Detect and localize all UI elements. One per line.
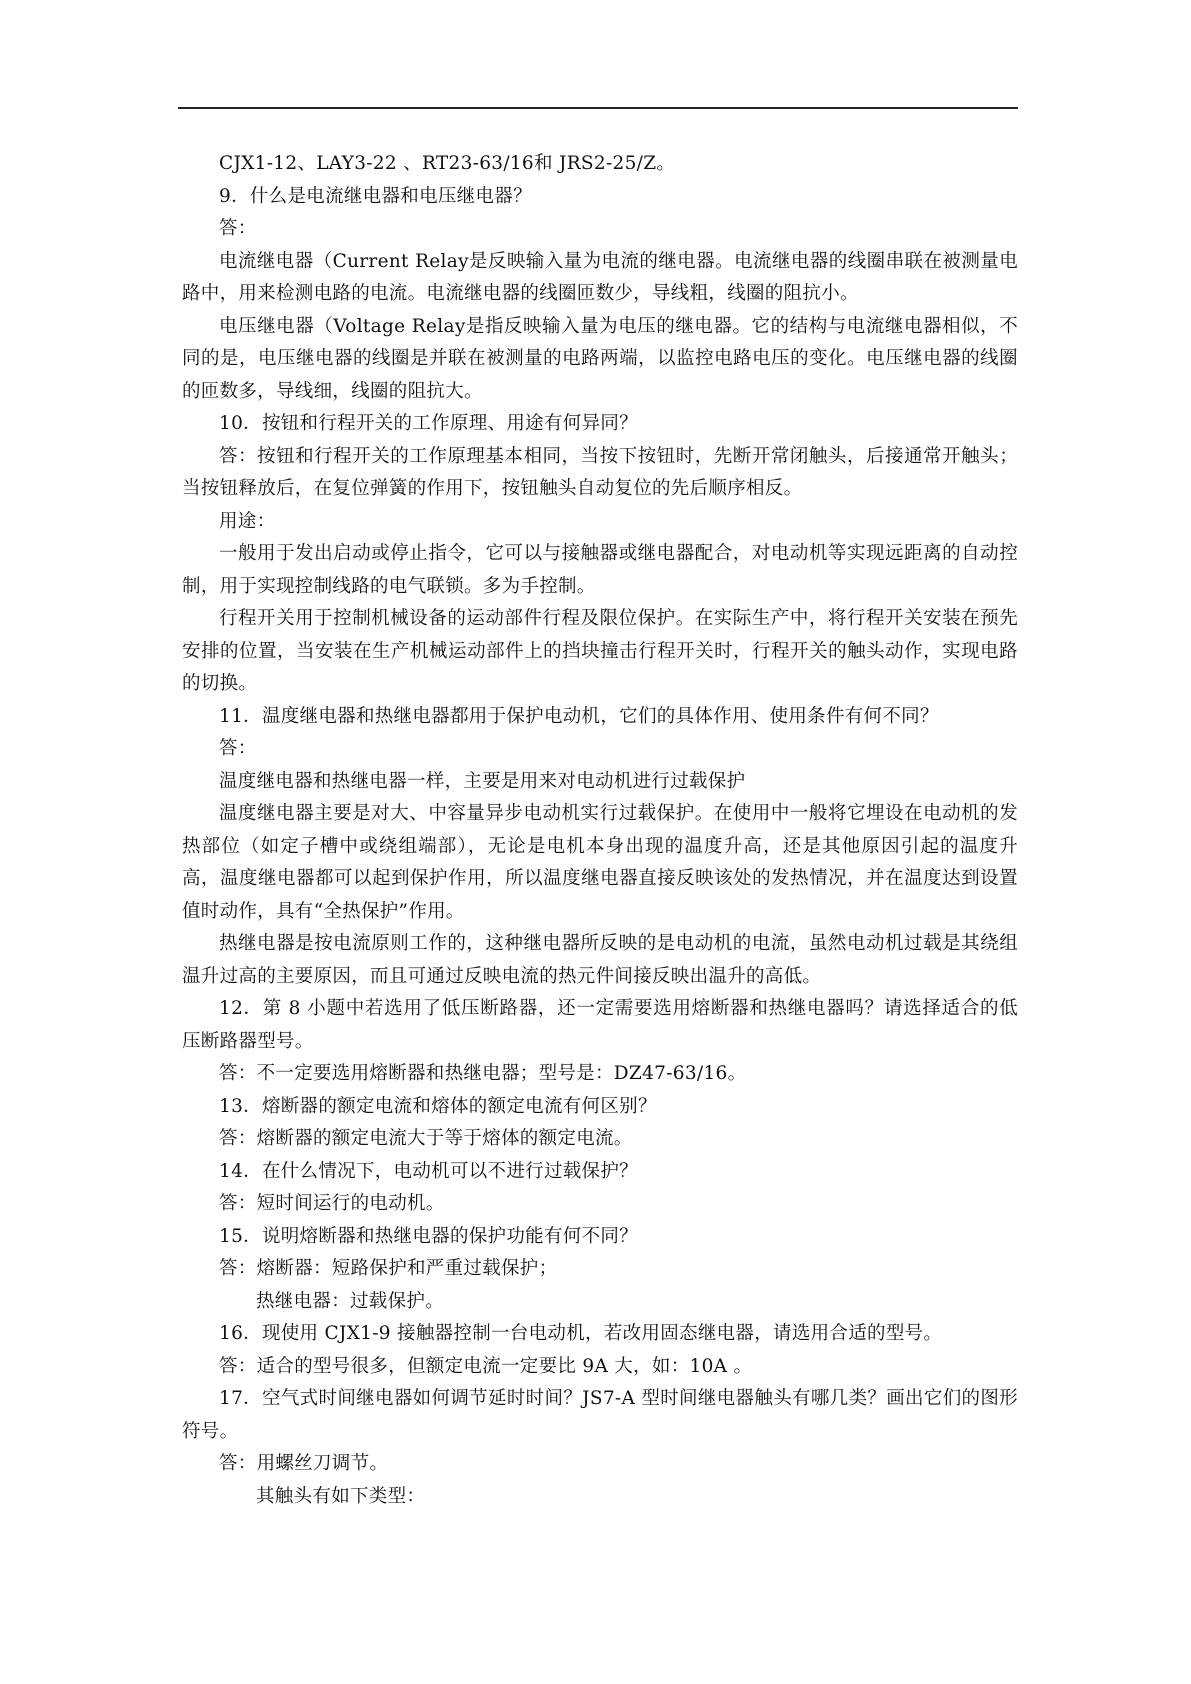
paragraph: 热继电器：过载保护。: [256, 1290, 445, 1312]
paragraph: 答：按钮和行程开关的工作原理基本相同，当按下按钮时，先断开常闭触头，后接通常开触头；当按钮释放后，在复位弹簧的作用下，按钮触头自动复位的先后顺序相反。: [182, 445, 1018, 499]
question-17: 17．空气式时间继电器如何调节延时时间？JS7-A 型时间继电器触头有哪几类？画出它们的图形符号。: [182, 1388, 1018, 1442]
question-15: 15．说明熔断器和热继电器的保护功能有何不同？: [219, 1225, 638, 1247]
paragraph: 热继电器是按电流原则工作的，这种继电器所反映的是电动机的电流，虽然电动机过载是其绕组温升过高的主要原因，而且可通过反映电流的热元件间接反映出温升的高低。: [182, 933, 1018, 987]
paragraph: 答：不一定要选用熔断器和热继电器；型号是：DZ47-63/16。: [219, 1063, 747, 1084]
paragraph: 温度继电器和热继电器一样，主要是用来对电动机进行过载保护: [219, 770, 746, 792]
header-rule: [178, 107, 1018, 109]
question-11: 11．温度继电器和热继电器都用于保护电动机，它们的具体作用、使用条件有何不同？: [219, 705, 939, 727]
paragraph: 答：熔断器：短路保护和严重过载保护；: [219, 1258, 558, 1279]
paragraph: CJX1-12、LAY3-22 、RT23-63/16和 JRS2-25/Z。: [219, 153, 676, 174]
paragraph: 一般用于发出启动或停止指令，它可以与接触器或继电器配合，对电动机等实现远距离的自动控制，用于实现控制线路的电气联锁。多为手控制。: [182, 543, 1018, 597]
question-10: 10．按钮和行程开关的工作原理、用途有何异同？: [219, 413, 638, 434]
question-14: 14．在什么情况下，电动机可以不进行过载保护？: [219, 1160, 638, 1182]
paragraph: 其触头有如下类型：: [256, 1485, 426, 1507]
answer-label: 答：: [219, 218, 257, 239]
paragraph: 用途：: [219, 510, 276, 532]
question-9: 9．什么是电流继电器和电压继电器？: [219, 185, 532, 207]
paragraph: 温度继电器主要是对大、中容量异步电动机实行过载保护。在使用中一般将它埋设在电动机的发热部位（如定子槽中或绕组端部），无论是电机本身出现的温度升高，还是其他原因引起的温度升高，温度继电器都可以起到保护作用，所以温度继电器直接反映该处的发热情况，并在温度达到设置值时动作，具有“全热保护”作用。: [182, 803, 1018, 922]
question-13: 13．熔断器的额定电流和熔体的额定电流有何区别？: [219, 1095, 657, 1117]
question-12: 12．第 8 小题中若选用了低压断路器，还一定需要选用熔断器和热继电器吗？请选择适合的低压断路器型号。: [182, 998, 1018, 1052]
paragraph: 答：短时间运行的电动机。: [219, 1193, 445, 1214]
answer-label: 答：: [219, 738, 257, 759]
paragraph: 答：适合的型号很多，但额定电流一定要比 9A 大，如：10A 。: [219, 1355, 753, 1377]
paragraph: 电流继电器（Current Relay是反映输入量为电流的继电器。电流继电器的线圈串联在被测量电路中，用来检测电路的电流。电流继电器的线圈匝数少，导线粗，线圈的阻抗小。: [182, 250, 1018, 304]
paragraph: 答：熔断器的额定电流大于等于熔体的额定电流。: [219, 1128, 633, 1149]
paragraph: 电压继电器（Voltage Relay是指反映输入量为电压的继电器。它的结构与电流继电器相似，不同的是，电压继电器的线圈是并联在被测量的电路两端，以监控电路电压的变化。电压继电器的线圈的匝数多，导线细，线圈的阻抗大。: [182, 315, 1018, 402]
question-16: 16．现使用 CJX1-9 接触器控制一台电动机，若改用固态继电器，请选用合适的型号。: [219, 1323, 943, 1344]
paragraph: 答：用螺丝刀调节。: [219, 1453, 389, 1474]
document-body: [182, 148, 1018, 1513]
paragraph: 行程开关用于控制机械设备的运动部件行程及限位保护。在实际生产中，将行程开关安装在预先安排的位置，当安装在生产机械运动部件上的挡块撞击行程开关时，行程开关的触头动作，实现电路的切换。: [182, 608, 1018, 694]
